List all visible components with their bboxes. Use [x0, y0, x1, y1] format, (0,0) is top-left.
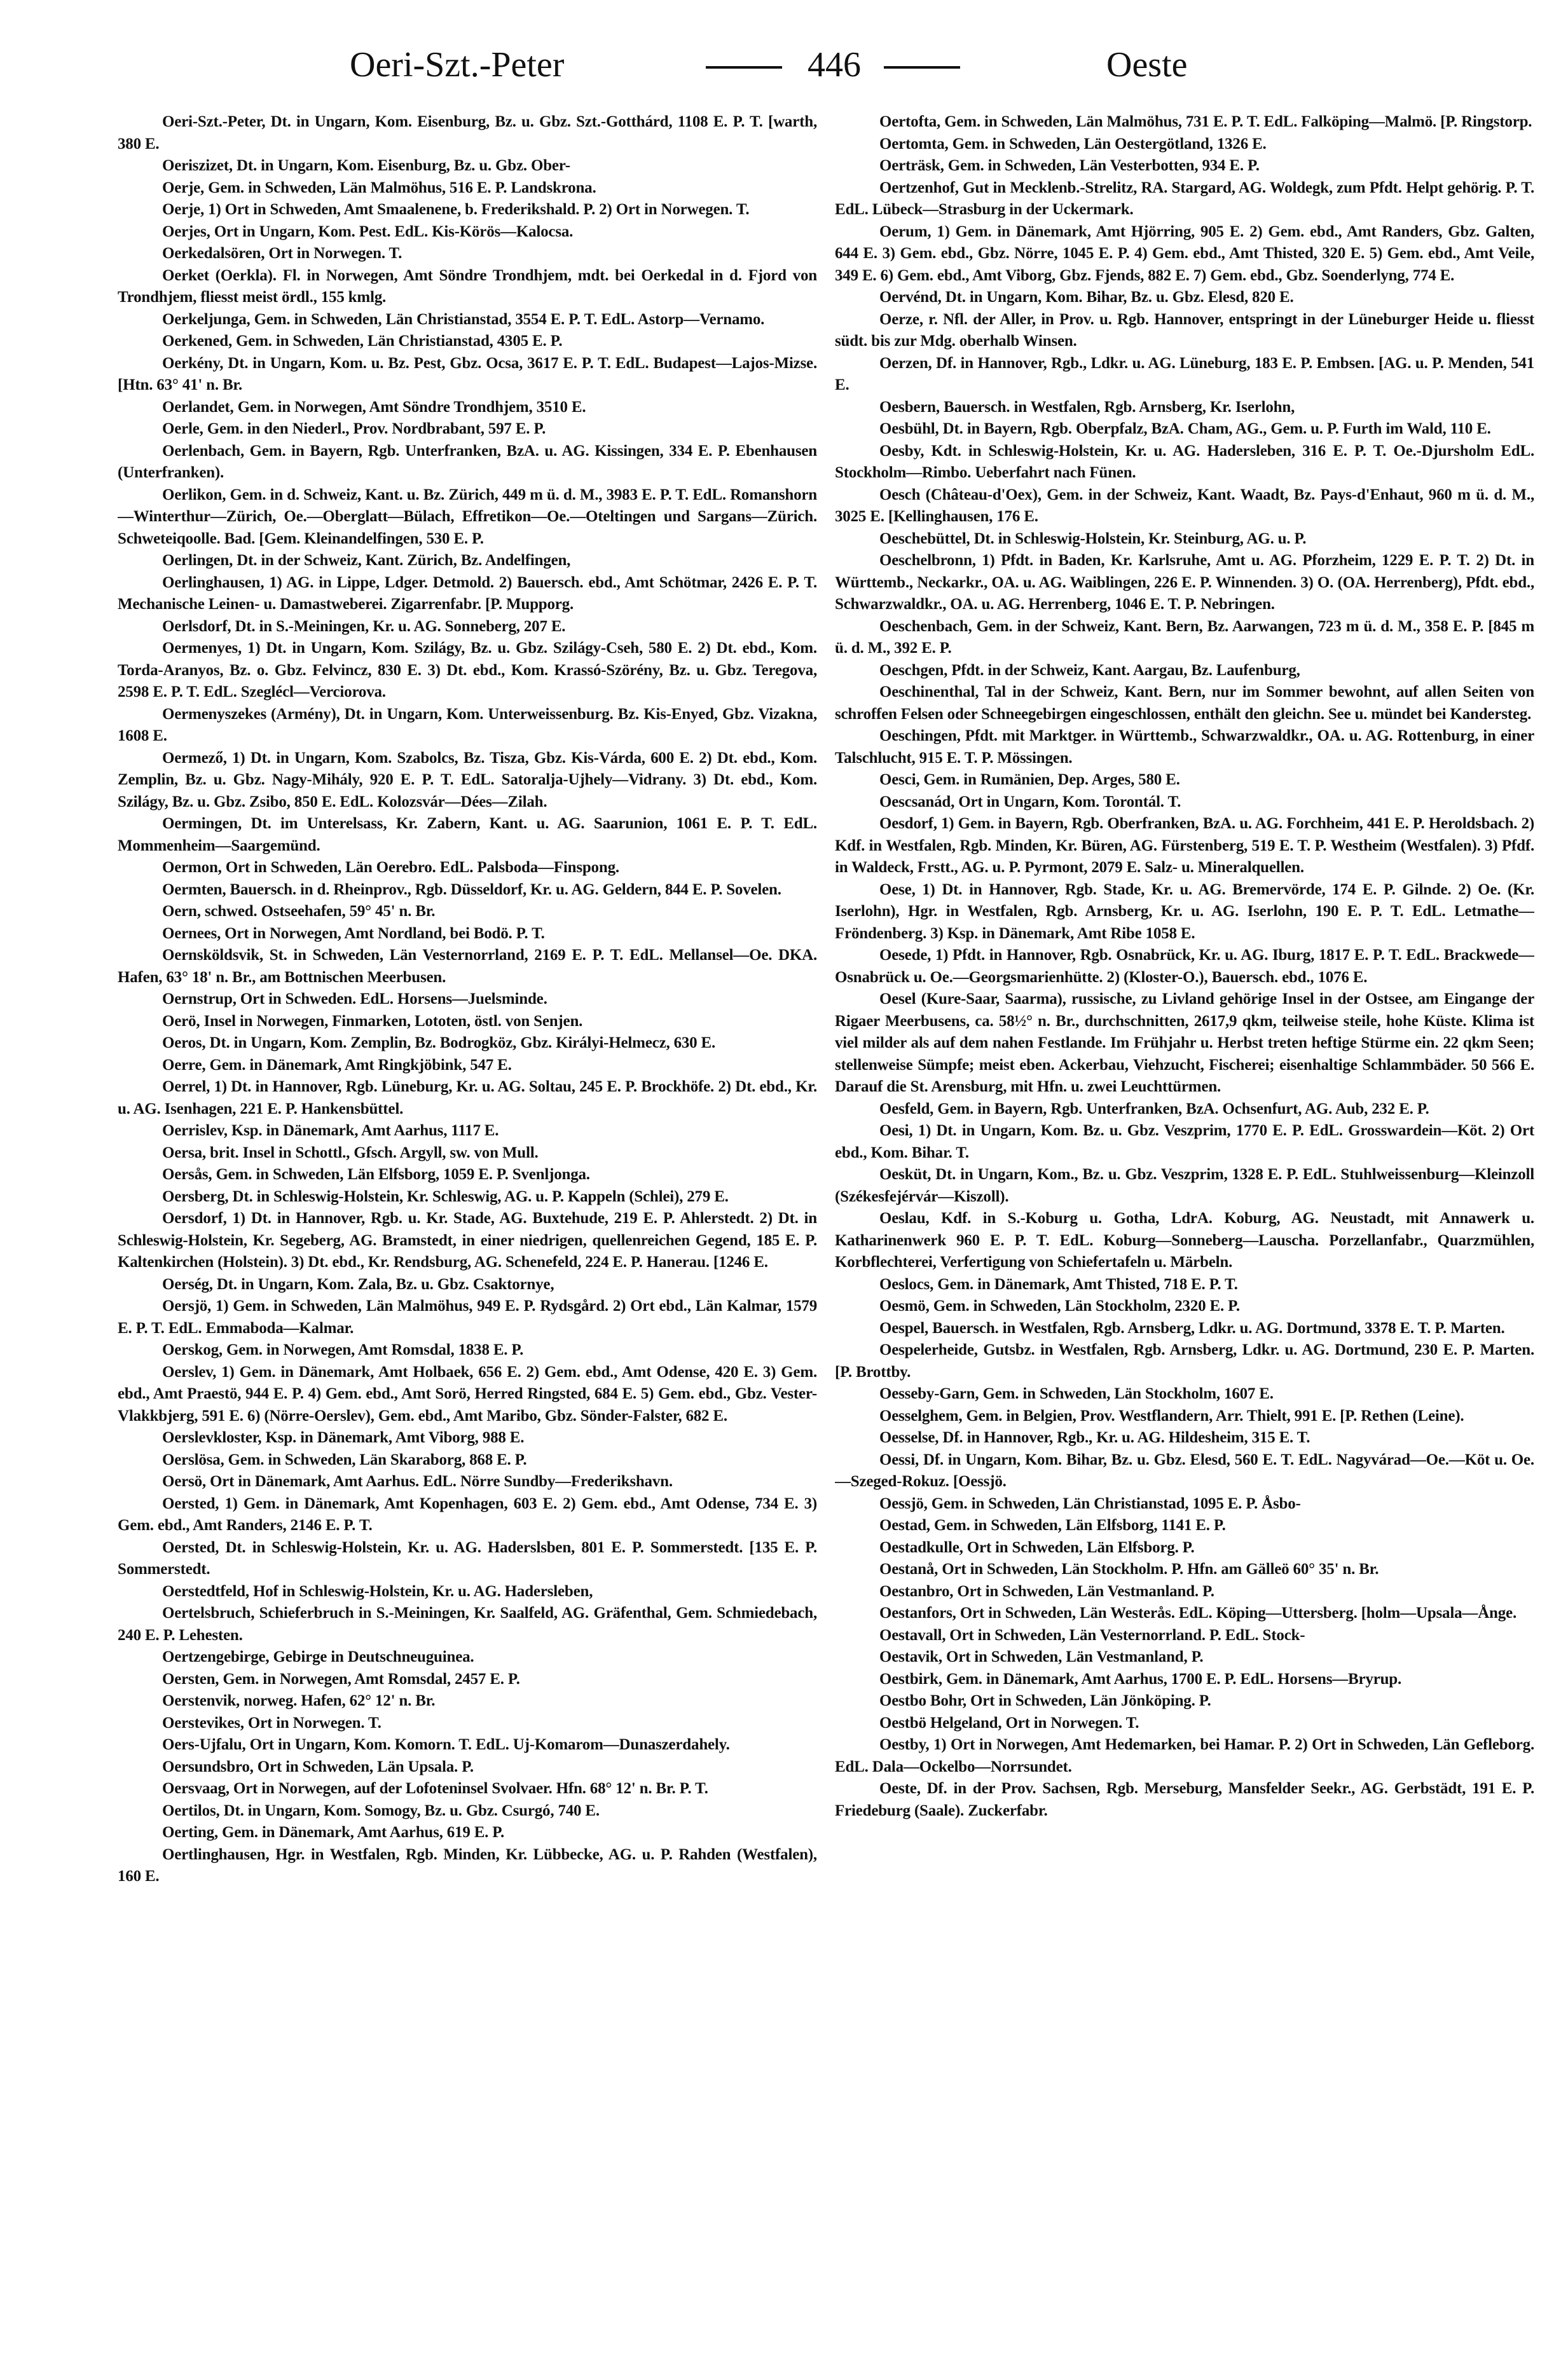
gazetteer-entry: Oerlingen, Dt. in der Schweiz, Kant. Zürich, Bz. Andelfingen,	[162, 552, 571, 569]
gazetteer-entry: Oerség, Dt. in Ungarn, Kom. Zala, Bz. u. Gbz. Csaktornye,	[162, 1275, 554, 1293]
gazetteer-entry: Oessi, Df. in Ungarn, Kom. Bihar, Bz. u. Gbz. Elesd, 560 E. T. EdL. Nagyvárad—Oe.—Köt u. Oe.—Szeged-Rokuz. [Oessjö.	[835, 1451, 1534, 1490]
header-dash-left	[706, 66, 782, 69]
gazetteer-entry: Oerlikon, Gem. in d. Schweiz, Kant. u. Bz. Zürich, 449 m ü. d. M., 3983 E. P. T. EdL. Romanshorn—Winterthur—Zürich, Oe.—Oberglatt—Bülach, Effretikon—Oe.—Oteltingen und Sargans—Zürich. Schweteiqoolle. Bad. [Gem. Kleinandelfingen, 530 E. P.	[118, 486, 817, 547]
gazetteer-entry: Oersås, Gem. in Schweden, Län Elfsborg, 1059 E. P. Svenljonga.	[162, 1166, 590, 1183]
gazetteer-entry: Oerslev, 1) Gem. in Dänemark, Amt Holbaek, 656 E. 2) Gem. ebd., Amt Odense, 420 E. 3) Gem. ebd., Amt Praestö, 944 E. P. 4) Gem. ebd., Amt Sorö, Herred Ringsted, 684 E. 5) Gem. ebd., Gbz. Vester-Vlakkbjerg, 591 E. 6) (Nörre-Oerslev), Gem. ebd., Amt Maribo, Gbz. Sönder-Falster, 682 E.	[118, 1363, 817, 1425]
right-column	[835, 111, 1534, 2362]
gazetteer-entry: Oermten, Bauersch. in d. Rheinprov., Rgb. Düsseldorf, Kr. u. AG. Geldern, 844 E. P. Sovelen.	[162, 880, 781, 898]
gazetteer-entry: Oestanfors, Ort in Schweden, Län Westerås. EdL. Köping—Uttersberg. [holm—Upsala—Ånge.	[879, 1604, 1517, 1622]
gazetteer-entry: Oersten, Gem. in Norwegen, Amt Romsdal, 2457 E. P.	[162, 1670, 520, 1688]
gazetteer-entry: Oeros, Dt. in Ungarn, Kom. Zemplin, Bz. Bodrogköz, Gbz. Királyi-Helmecz, 630 E.	[162, 1034, 716, 1051]
gazetteer-entry: Oertlinghausen, Hgr. in Westfalen, Rgb. Minden, Kr. Lübbecke, AG. u. P. Rahden (Westfalen), 160 E.	[118, 1845, 817, 1885]
gazetteer-entry: Oestby, 1) Ort in Norwegen, Amt Hedemarken, bei Hamar. P. 2) Ort in Schweden, Län Gefleborg. EdL. Dala—Ockelbo—Norrsundet.	[835, 1736, 1534, 1775]
gazetteer-entry: Oestavik, Ort in Schweden, Län Vestmanland, P.	[879, 1648, 1204, 1665]
gazetteer-entry: Oersvaag, Ort in Norwegen, auf der Lofoteninsel Svolvaer. Hfn. 68° 12' n. Br. P. T.	[162, 1780, 708, 1797]
gazetteer-entry: Oestavall, Ort in Schweden, Län Vesternorrland. P. EdL. Stock-	[879, 1626, 1305, 1644]
gazetteer-entry: Oesküt, Dt. in Ungarn, Kom., Bz. u. Gbz. Veszprim, 1328 E. P. EdL. Stuhlweissenburg—Kleinzoll (Székesfejérvár—Kiszoll).	[835, 1166, 1534, 1205]
gazetteer-entry: Oerum, 1) Gem. in Dänemark, Amt Hjörring, 905 E. 2) Gem. ebd., Amt Randers, Gbz. Galten, 644 E. 3) Gem. ebd., Gbz. Nörre, 1045 E. P. 4) Gem. ebd., Amt Thisted, 320 E. 5) Gem. ebd., Amt Veile, 349 E. 6) Gem. ebd., Amt Viborg, Gbz. Fjends, 882 E. 7) Gem. ebd., Gbz. Soenderlyng, 774 E.	[835, 222, 1534, 284]
gazetteer-entry: Oerrel, 1) Dt. in Hannover, Rgb. Lüneburg, Kr. u. AG. Soltau, 245 E. P. Brockhöfe. 2) Dt. ebd., Kr. u. AG. Isenhagen, 221 E. P. Hankensbüttel.	[118, 1078, 817, 1118]
gazetteer-entry: Oeslocs, Gem. in Dänemark, Amt Thisted, 718 E. P. T.	[879, 1275, 1238, 1293]
gazetteer-entry: Oerting, Gem. in Dänemark, Amt Aarhus, 619 E. P.	[162, 1824, 505, 1841]
gazetteer-entry: Oerje, 1) Ort in Schweden, Amt Smaalenene, b. Frederikshald. P. 2) Ort in Norwegen. T.	[162, 201, 750, 218]
gazetteer-entry: Oeschenbach, Gem. in der Schweiz, Kant. Bern, Bz. Aarwangen, 723 m ü. d. M., 358 E. P. [845 m ü. d. M., 392 E. P.	[835, 617, 1534, 657]
gazetteer-entry: Oerre, Gem. in Dänemark, Amt Ringkjöbink, 547 E.	[162, 1056, 512, 1074]
gazetteer-entry: Oestbo Bohr, Ort in Schweden, Län Jönköping. P.	[879, 1692, 1211, 1709]
gazetteer-entry: Oermon, Ort in Schweden, Län Oerebro. EdL. Palsboda—Finspong.	[162, 859, 619, 876]
gazetteer-entry: Oerkeljunga, Gem. in Schweden, Län Christianstad, 3554 E. P. T. EdL. Astorp—Vernamo.	[162, 310, 765, 328]
page-number: 446	[808, 45, 861, 85]
gazetteer-entry: Oeschinenthal, Tal in der Schweiz, Kant. Bern, nur im Sommer bewohnt, auf allen Seiten von schroffen Felsen oder Schneegebirgen eingeschlossen, enthält den gleichn. See u. mündet bei Kandersteg.	[835, 683, 1534, 723]
gazetteer-entry: Oesmö, Gem. in Schweden, Län Stockholm, 2320 E. P.	[879, 1297, 1240, 1315]
gazetteer-entry: Oeriszizet, Dt. in Ungarn, Kom. Eisenburg, Bz. u. Gbz. Ober-	[162, 157, 570, 174]
gazetteer-entry: Oescsanád, Ort in Ungarn, Kom. Torontál. T.	[879, 793, 1181, 810]
gazetteer-entry: Oersted, 1) Gem. in Dänemark, Amt Kopenhagen, 603 E. 2) Gem. ebd., Amt Odense, 734 E. 3) Gem. ebd., Amt Randers, 2146 E. P. T.	[118, 1494, 817, 1534]
gazetteer-entry: Oestadkulle, Ort in Schweden, Län Elfsborg. P.	[879, 1538, 1195, 1556]
gazetteer-entry: Oerträsk, Gem. in Schweden, Län Vesterbotten, 934 E. P.	[879, 157, 1260, 174]
gazetteer-entry: Oertzengebirge, Gebirge in Deutschneuguinea.	[162, 1648, 474, 1665]
gazetteer-entry: Oesby, Kdt. in Schleswig-Holstein, Kr. u. AG. Hadersleben, 316 E. P. T. Oe.-Djursholm EdL. Stockholm—Rimbo. Ueberfahrt nach Fünen.	[835, 442, 1534, 481]
gazetteer-entry: Oerkény, Dt. in Ungarn, Kom. u. Bz. Pest, Gbz. Ocsa, 3617 E. P. T. EdL. Budapest—Lajos-Mizse. [Htn. 63° 41' n. Br.	[118, 354, 817, 393]
gazetteer-entry: Oestbö Helgeland, Ort in Norwegen. T.	[879, 1714, 1139, 1732]
gazetteer-entry: Oersdorf, 1) Dt. in Hannover, Rgb. u. Kr. Stade, AG. Buxtehude, 219 E. P. Ahlerstedt. 2) Dt. in Schleswig-Holstein, Kr. Segeberg, AG. Bramstedt, in einer niedrigen, quellenreichen Gegend, 185 E. P. Kaltenkirchen (Holstein). 3) Dt. ebd., Kr. Rendsburg, AG. Schenefeld, 224 E. P. Hanerau. [1246 E.	[118, 1210, 817, 1271]
gazetteer-entry: Oerstenvik, norweg. Hafen, 62° 12' n. Br.	[162, 1692, 436, 1709]
gazetteer-entry: Oerket (Oerkla). Fl. in Norwegen, Amt Söndre Trondhjem, mdt. bei Oerkedal in d. Fjord von Trondhjem, fliesst meist ördl., 155 kmlg.	[118, 266, 817, 306]
gazetteer-entry: Oespelerheide, Gutsbz. in Westfalen, Rgb. Arnsberg, Ldkr. u. AG. Dortmund, 230 E. P. Marten. [P. Brottby.	[835, 1341, 1534, 1381]
gazetteer-entry: Oernsköldsvik, St. in Schweden, Län Vesternorrland, 2169 E. P. T. EdL. Mellansel—Oe. DKA. Hafen, 63° 18' n. Br., am Bottnischen Meerbusen.	[118, 947, 817, 986]
gazetteer-entry: Oeschingen, Pfdt. mit Marktger. in Württemb., Schwarzwaldkr., OA. u. AG. Rottenburg, in einer Talschlucht, 915 E. T. P. Mössingen.	[835, 727, 1534, 767]
gazetteer-entry: Oers-Ujfalu, Ort in Ungarn, Kom. Komorn. T. EdL. Uj-Komarom—Dunaszerdahely.	[162, 1736, 730, 1753]
gazetteer-entry: Oerkened, Gem. in Schweden, Län Christianstad, 4305 E. P.	[162, 332, 563, 350]
gazetteer-entry: Oerlenbach, Gem. in Bayern, Rgb. Unterfranken, BzA. u. AG. Kissingen, 334 E. P. Ebenhausen (Unterfranken).	[118, 442, 817, 481]
gazetteer-entry: Oesselse, Df. in Hannover, Rgb., Kr. u. AG. Hildesheim, 315 E. T.	[879, 1429, 1310, 1446]
gazetteer-entry: Oesselghem, Gem. in Belgien, Prov. Westflandern, Arr. Thielt, 991 E. [P. Rethen (Leine).	[879, 1407, 1464, 1425]
gazetteer-entry: Oersberg, Dt. in Schleswig-Holstein, Kr. Schleswig, AG. u. P. Kappeln (Schlei), 279 E.	[162, 1187, 729, 1205]
gazetteer-entry: Oerjes, Ort in Ungarn, Kom. Pest. EdL. Kis-Körös—Kalocsa.	[162, 222, 574, 240]
gazetteer-entry: Oertofta, Gem. in Schweden, Län Malmöhus, 731 E. P. T. EdL. Falköping—Malmö. [P. Ringstorp.	[879, 113, 1532, 130]
gazetteer-entry: Oernstrup, Ort in Schweden. EdL. Horsens—Juelsminde.	[162, 990, 547, 1008]
gazetteer-entry: Oestbirk, Gem. in Dänemark, Amt Aarhus, 1700 E. P. EdL. Horsens—Bryrup.	[879, 1670, 1402, 1688]
gazetteer-entry: Oerslösa, Gem. in Schweden, Län Skaraborg, 868 E. P.	[162, 1451, 527, 1468]
gazetteer-entry: Oervénd, Dt. in Ungarn, Kom. Bihar, Bz. u. Gbz. Elesd, 820 E.	[879, 289, 1294, 306]
gazetteer-entry: Oerskog, Gem. in Norwegen, Amt Romsdal, 1838 E. P.	[162, 1341, 524, 1358]
gazetteer-entry: Oerö, Insel in Norwegen, Finmarken, Lototen, östl. von Senjen.	[162, 1012, 583, 1030]
gazetteer-entry: Oesbühl, Dt. in Bayern, Rgb. Oberpfalz, BzA. Cham, AG., Gem. u. P. Furth im Wald, 110 E.	[879, 420, 1491, 437]
gazetteer-entry: Oerlinghausen, 1) AG. in Lippe, Ldger. Detmold. 2) Bauersch. ebd., Amt Schötmar, 2426 E. P. T. Mechanische Leinen- u. Damastweberei. Zigarrenfabr. [P. Mupporg.	[118, 573, 817, 613]
gazetteer-entry: Oesfeld, Gem. in Bayern, Rgb. Unterfranken, BzA. Ochsenfurt, AG. Aub, 232 E. P.	[879, 1100, 1429, 1118]
gazetteer-entry: Oertelsbruch, Schieferbruch in S.-Meiningen, Kr. Saalfeld, AG. Gräfenthal, Gem. Schmiedebach, 240 E. P. Lehesten.	[118, 1604, 817, 1644]
gazetteer-entry: Oersö, Ort in Dänemark, Amt Aarhus. EdL. Nörre Sundby—Frederikshavn.	[162, 1473, 673, 1490]
gazetteer-entry: Oermingen, Dt. im Unterelsass, Kr. Zabern, Kant. u. AG. Saarunion, 1061 E. P. T. EdL. Mommenheim—Saargemünd.	[118, 815, 817, 854]
gazetteer-entry: Oerle, Gem. in den Niederl., Prov. Nordbrabant, 597 E. P.	[162, 420, 546, 437]
gazetteer-entry: Oeschebüttel, Dt. in Schleswig-Holstein, Kr. Steinburg, AG. u. P.	[879, 530, 1307, 547]
gazetteer-entry: Oersjö, 1) Gem. in Schweden, Län Malmöhus, 949 E. P. Rydsgård. 2) Ort ebd., Län Kalmar, 1579 E. P. T. EdL. Emmaboda—Kalmar.	[118, 1297, 817, 1337]
gazetteer-entry: Oermenyszekes (Armény), Dt. in Ungarn, Kom. Unterweissenburg. Bz. Kis-Enyed, Gbz. Vizakna, 1608 E.	[118, 705, 817, 744]
gazetteer-entry: Oersundsbro, Ort in Schweden, Län Upsala. P.	[162, 1758, 474, 1775]
header-left-term: Oeri-Szt.-Peter	[350, 45, 565, 85]
gazetteer-entry: Oertzenhof, Gut in Mecklenb.-Strelitz, RA. Stargard, AG. Woldegk, zum Pfdt. Helpt gehörig. P. T. EdL. Lübeck—Strasburg in der Uckermark.	[835, 179, 1534, 218]
gazetteer-entry: Oesdorf, 1) Gem. in Bayern, Rgb. Oberfranken, BzA. u. AG. Forchheim, 441 E. P. Heroldsbach. 2) Kdf. in Westfalen, Rgb. Minden, Kr. Büren, AG. Fürstenberg, 519 E. T. P. Westheim (Westfalen). 3) Pfdf. in Waldeck, Frstt., AG. u. P. Pyrmont, 2079 E. Salz- u. Mineralquellen.	[835, 815, 1534, 876]
gazetteer-entry: Oersa, brit. Insel in Schottl., Gfsch. Argyll, sw. von Mull.	[162, 1144, 539, 1161]
gazetteer-entry: Oesel (Kure-Saar, Saarma), russische, zu Livland gehörige Insel in der Ostsee, am Eingange der Rigaer Meerbusens, ca. 58½° n. Br., durchschnitten, 2617,9 qkm, teilweise steile, hohe Küste. Klima ist viel milder als auf dem nahen Festlande. Im Frühjahr u. Herbst treten heftige Stürme ein. 22 qkm Seen; stellenweise Sümpfe; meist eben. Ackerbau, Viehzucht, Fischerei; eisenhaltige Schlammbäder. 50 566 E. Darauf die St. Arensburg, mit Hfn. u. zwei Leuchttürmen.	[835, 990, 1534, 1095]
gazetteer-entry: Oertomta, Gem. in Schweden, Län Oestergötland, 1326 E.	[879, 135, 1267, 153]
header-dash-right	[884, 66, 960, 69]
left-column	[118, 111, 817, 2362]
gazetteer-entry: Oermező, 1) Dt. in Ungarn, Kom. Szabolcs, Bz. Tisza, Gbz. Kis-Várda, 600 E. 2) Dt. ebd., Kom. Zemplin, Bz. u. Gbz. Nagy-Mihály, 920 E. P. T. EdL. Satoralja-Ujhely—Vidrany. 3) Dt. ebd., Kom. Szilágy, Bz. u. Gbz. Zsibo, 850 E. EdL. Kolozsvár—Dées—Zilah.	[118, 749, 817, 810]
gazetteer-entry: Oerslevkloster, Ksp. in Dänemark, Amt Viborg, 988 E.	[162, 1429, 525, 1446]
gazetteer-entry: Oesci, Gem. in Rumänien, Dep. Arges, 580 E.	[879, 771, 1180, 788]
gazetteer-entry: Oerkedalsören, Ort in Norwegen. T.	[162, 245, 402, 262]
gazetteer-entry: Oeschelbronn, 1) Pfdt. in Baden, Kr. Karlsruhe, Amt u. AG. Pforzheim, 1229 E. P. T. 2) Dt. in Württemb., Neckarkr., OA. u. AG. Waiblingen, 226 E. P. Winnenden. 3) O. (OA. Herrenberg), Pfdt. ebd., Schwarzwaldkr., OA. u. AG. Herrenberg, 1046 E. T. P. Nebringen.	[835, 552, 1534, 613]
gazetteer-entry: Oertilos, Dt. in Ungarn, Kom. Somogy, Bz. u. Gbz. Csurgó, 740 E.	[162, 1802, 600, 1819]
gazetteer-entry: Oernees, Ort in Norwegen, Amt Nordland, bei Bodö. P. T.	[162, 924, 545, 942]
gazetteer-entry: Oeslau, Kdf. in S.-Koburg u. Gotha, LdrA. Koburg, AG. Neustadt, mit Annawerk u. Katharinenwerk 960 E. P. T. EdL. Koburg—Sonneberg—Lauscha. Porzellanfabr., Quarzmühlen, Korbflechterei, Verfertigung von Schiefertafeln u. Märbeln.	[835, 1210, 1534, 1271]
gazetteer-entry: Oerstedtfeld, Hof in Schleswig-Holstein, Kr. u. AG. Hadersleben,	[162, 1582, 593, 1600]
gazetteer-entry: Oerze, r. Nfl. der Aller, in Prov. u. Rgb. Hannover, entspringt in der Lüneburger Heide u. fliesst südt. bis zur Mdg. oberhalb Winsen.	[835, 310, 1534, 350]
gazetteer-entry: Oermenyes, 1) Dt. in Ungarn, Kom. Szilágy, Bz. u. Gbz. Szilágy-Cseh, 580 E. 2) Dt. ebd., Kom. Torda-Aranyos, Bz. o. Gbz. Felvincz, 830 E. 3) Dt. ebd., Kom. Krassó-Szörény, Bz. u. Gbz. Teregova, 2598 E. P. T. EdL. Szeglécl—Verciorova.	[118, 639, 817, 701]
gazetteer-entry: Oeri-Szt.-Peter, Dt. in Ungarn, Kom. Eisenburg, Bz. u. Gbz. Szt.-Gotthárd, 1108 E. P. T. [warth, 380 E.	[118, 113, 817, 153]
gazetteer-entry: Oesch (Château-d'Oex), Gem. in der Schweiz, Kant. Waadt, Bz. Pays-d'Enhaut, 960 m ü. d. M., 3025 E. [Kellinghausen, 176 E.	[835, 486, 1534, 525]
gazetteer-entry: Oeschgen, Pfdt. in der Schweiz, Kant. Aargau, Bz. Laufenburg,	[879, 661, 1300, 679]
gazetteer-entry: Oestanbro, Ort in Schweden, Län Vestmanland. P.	[879, 1582, 1214, 1600]
gazetteer-entry: Oerlsdorf, Dt. in S.-Meiningen, Kr. u. AG. Sonneberg, 207 E.	[162, 617, 566, 635]
gazetteer-entry: Oerje, Gem. in Schweden, Län Malmöhus, 516 E. P. Landskrona.	[162, 179, 596, 196]
gazetteer-entry: Oesseby-Garn, Gem. in Schweden, Län Stockholm, 1607 E.	[879, 1385, 1274, 1402]
gazetteer-entry: Oesi, 1) Dt. in Ungarn, Kom. Bz. u. Gbz. Veszprim, 1770 E. P. EdL. Grosswardein—Köt. 2) Ort ebd., Kom. Bihar. T.	[835, 1122, 1534, 1161]
gazetteer-entry: Oerstevikes, Ort in Norwegen. T.	[162, 1714, 382, 1732]
gazetteer-entry: Oeste, Df. in der Prov. Sachsen, Rgb. Merseburg, Mansfelder Seekr., AG. Gerbstädt, 191 E. P. Friedeburg (Saale). Zuckerfabr.	[835, 1780, 1534, 1819]
page-header	[331, 44, 1250, 108]
gazetteer-entry: Oerzen, Df. in Hannover, Rgb., Ldkr. u. AG. Lüneburg, 183 E. P. Embsen. [AG. u. P. Menden, 541 E.	[835, 354, 1534, 393]
gazetteer-entry: Oesbern, Bauersch. in Westfalen, Rgb. Arnsberg, Kr. Iserlohn,	[879, 398, 1295, 416]
gazetteer-entry: Oesede, 1) Pfdt. in Hannover, Rgb. Osnabrück, Kr. u. AG. Iburg, 1817 E. P. T. EdL. Brackwede—Osnabrück u. Oe.—Georgsmarienhütte. 2) (Kloster-O.), Bauersch. ebd., 1076 E.	[835, 947, 1534, 986]
gazetteer-entry: Oern, schwed. Ostseehafen, 59° 45' n. Br.	[162, 903, 436, 920]
gazetteer-entry: Oersted, Dt. in Schleswig-Holstein, Kr. u. AG. Haderslsben, 801 E. P. Sommerstedt. [135 E. P. Sommerstedt.	[118, 1538, 817, 1578]
gazetteer-entry: Oespel, Bauersch. in Westfalen, Rgb. Arnsberg, Ldkr. u. AG. Dortmund, 3378 E. T. P. Marten.	[879, 1319, 1505, 1337]
gazetteer-entry: Oessjö, Gem. in Schweden, Län Christianstad, 1095 E. P. Åsbo-	[879, 1494, 1301, 1512]
gazetteer-entry: Oerrislev, Ksp. in Dänemark, Amt Aarhus, 1117 E.	[162, 1122, 499, 1139]
gazetteer-entry: Oestad, Gem. in Schweden, Län Elfsborg, 1141 E. P.	[879, 1517, 1226, 1534]
header-right-term: Oeste	[1106, 45, 1188, 85]
gazetteer-entry: Oese, 1) Dt. in Hannover, Rgb. Stade, Kr. u. AG. Bremervörde, 174 E. P. Gilnde. 2) Oe. (Kr. Iserlohn), Hgr. in Westfalen, Rgb. Arnsberg, Kr. u. AG. Iserlohn, 190 E. P. T. EdL. Letmathe—Fröndenberg. 3) Ksp. in Dänemark, Amt Ribe 1058 E.	[835, 880, 1534, 942]
gazetteer-entry: Oerlandet, Gem. in Norwegen, Amt Söndre Trondhjem, 3510 E.	[162, 398, 586, 416]
gazetteer-entry: Oestanå, Ort in Schweden, Län Stockholm. P. Hfn. am Gälleö 60° 35' n. Br.	[879, 1561, 1379, 1578]
